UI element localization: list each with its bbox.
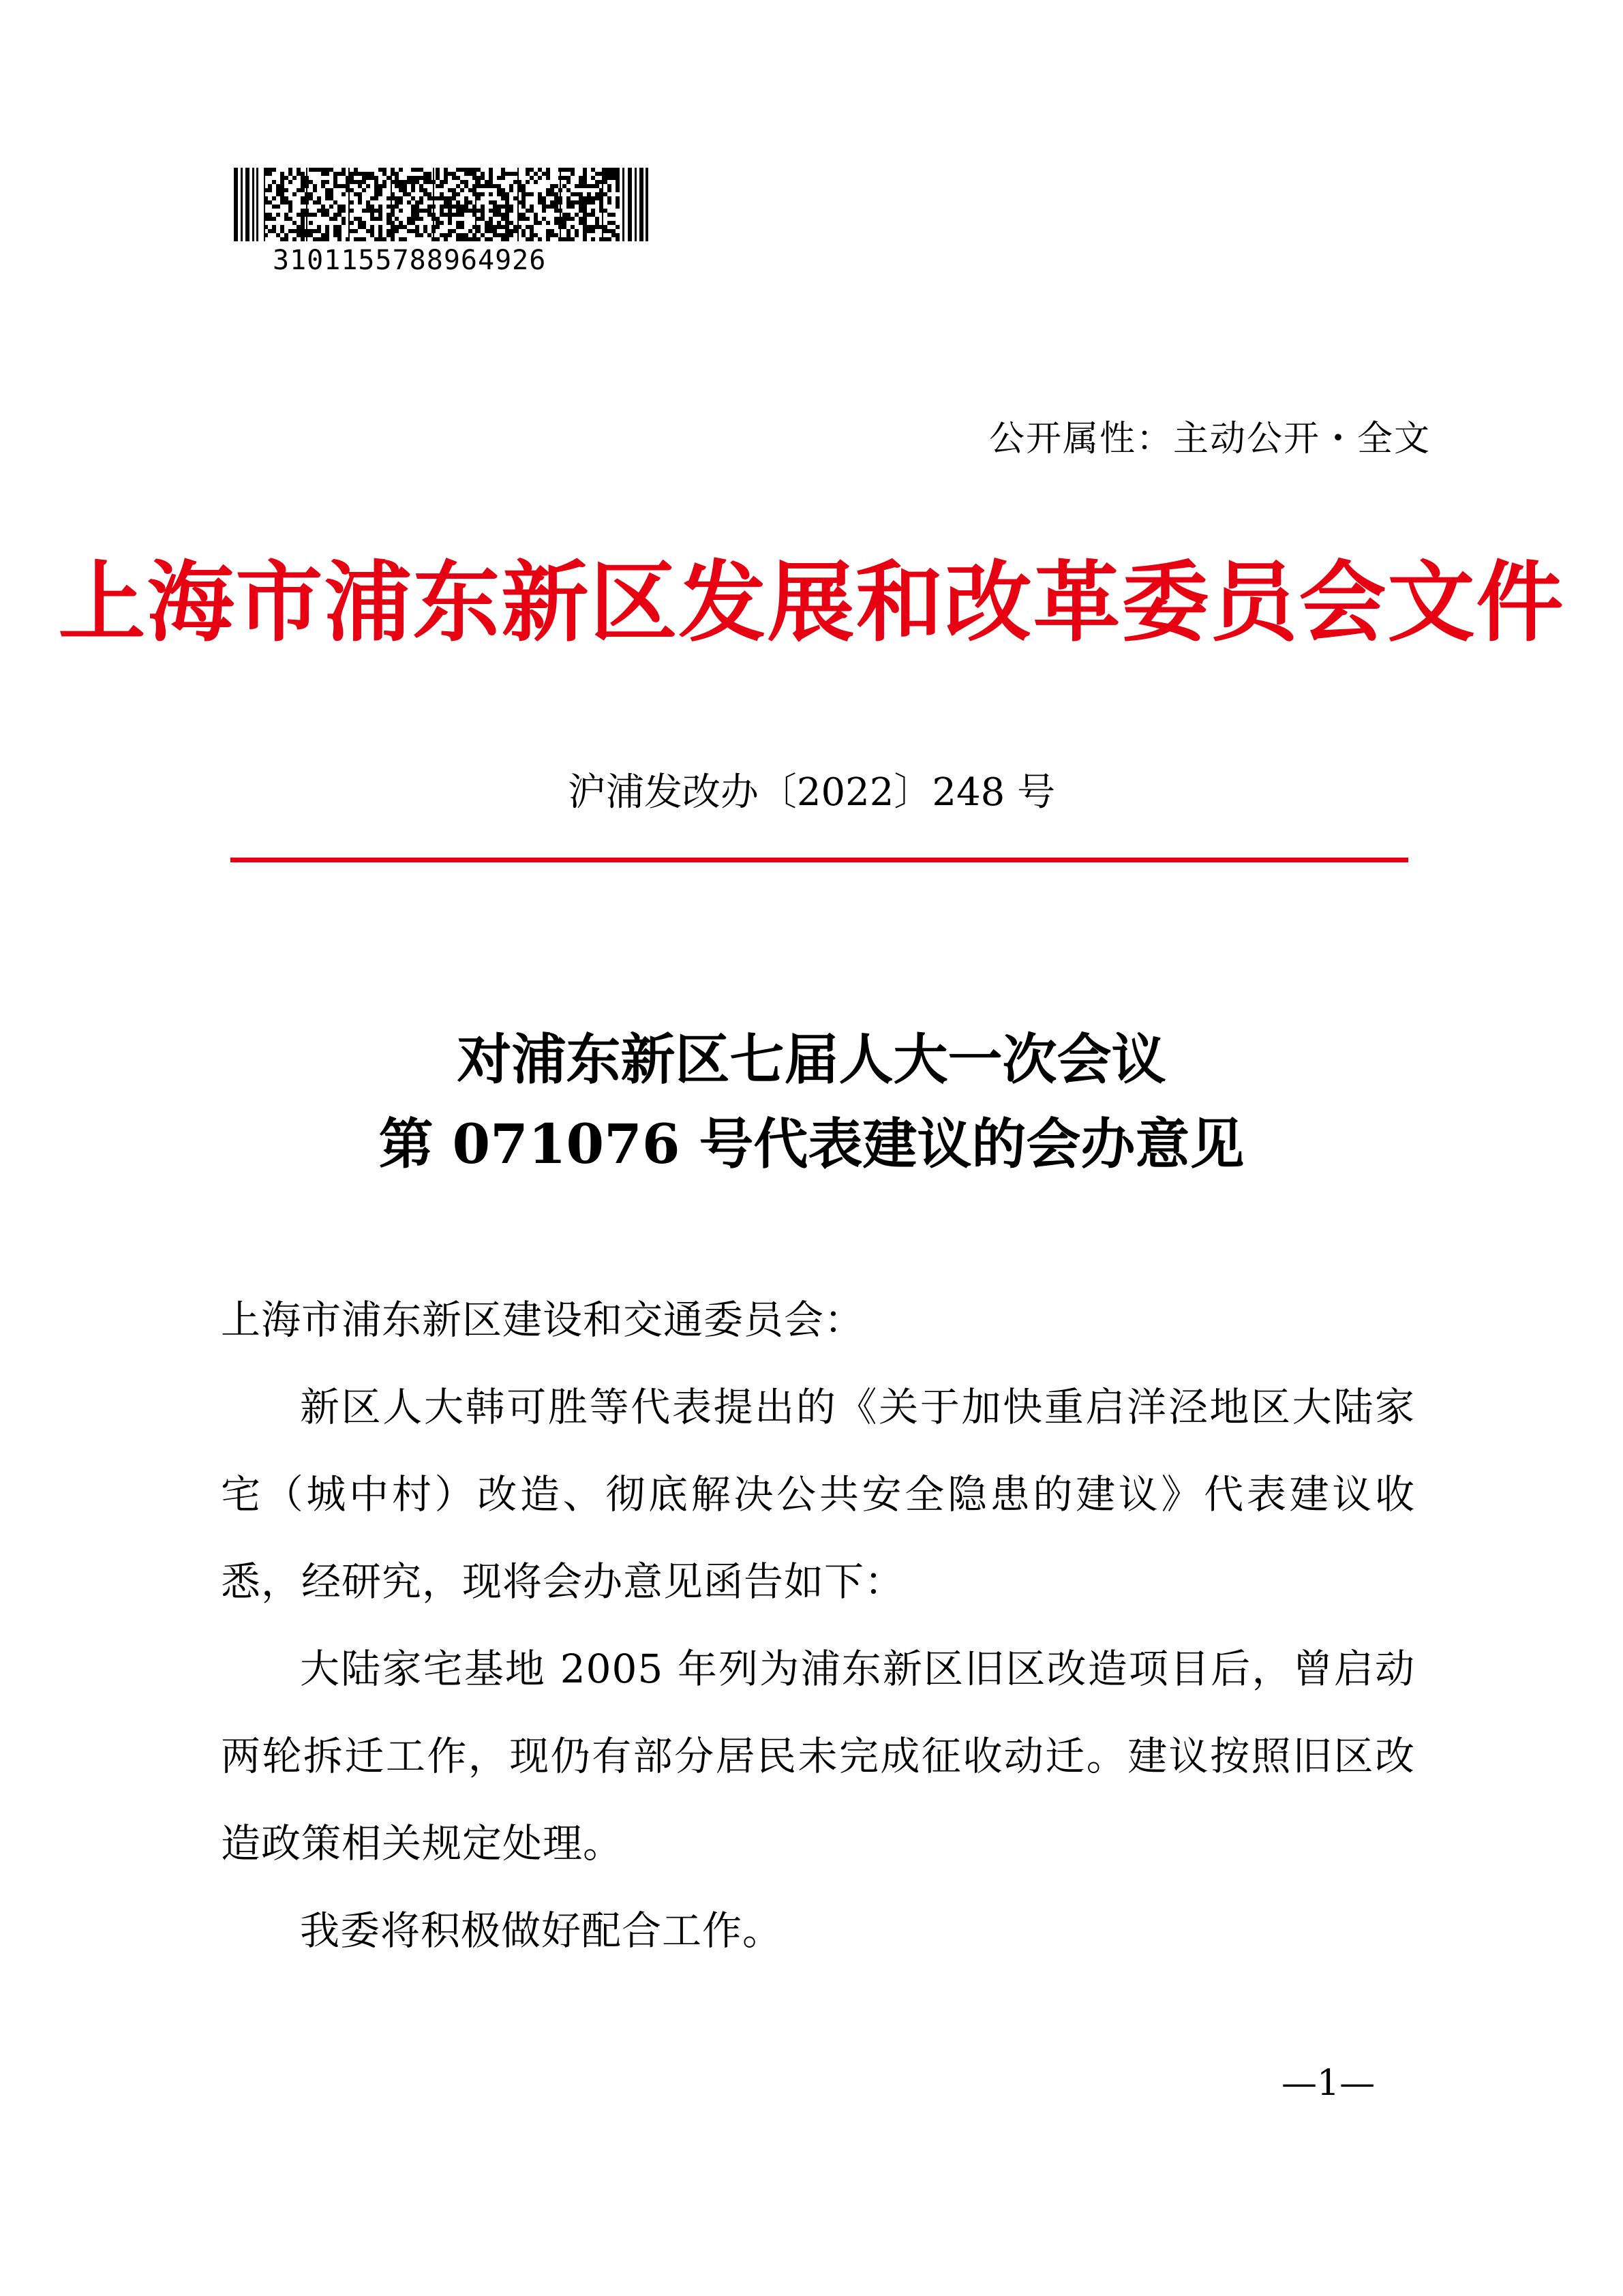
agency-title: 上海市浦东新区发展和改革委员会文件 [58,552,1565,654]
body-paragraph: 大陆家宅基地 2005 年列为浦东新区旧区改造项目后，曾启动两轮拆迁工作，现仍有部分居民未完成征收动迁。建议按照旧区改造政策相关规定处理。 [221,1646,1415,1867]
document-body [221,1276,1415,1974]
red-divider-rule [230,858,1408,862]
document-number: 沪浦发改办〔2022〕248 号 [567,770,1056,815]
salutation: 上海市浦东新区建设和交通委员会： [221,1297,865,1343]
barcode-graphic [234,168,648,241]
disclosure-label: 公开属性：主动公开・全文 [988,419,1431,459]
barcode-number: 3101155788964926 [273,245,547,276]
body-paragraph: 我委将积极做好配合工作。 [300,1907,783,1954]
document-barcode [234,168,648,241]
document-title-line-1: 对浦东新区七届人大一次会议 [457,1027,1166,1091]
body-paragraph: 新区人大韩可胜等代表提出的《关于加快重启洋泾地区大陆家宅（城中村）改造、彻底解决公共安全隐患的建议》代表建议收悉，经研究，现将会办意见函告如下： [221,1384,1415,1605]
document-title-line-2: 第 071076 号代表建议的会办意见 [378,1112,1245,1176]
page-number: —1— [1281,2063,1376,2104]
document-title [0,1017,1623,1186]
